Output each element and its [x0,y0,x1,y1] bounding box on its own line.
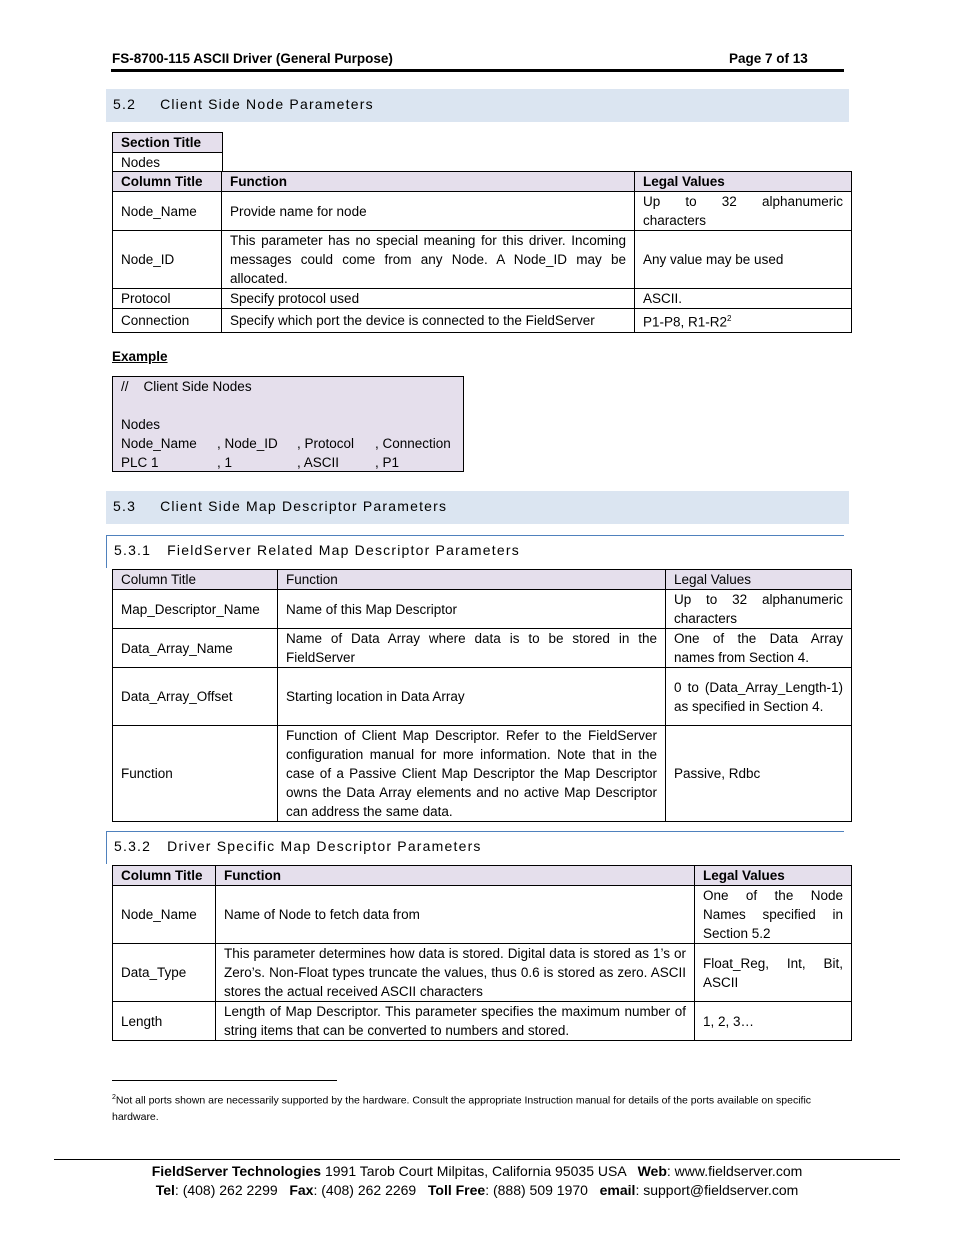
param-function: This parameter has no special meaning for this driver. Incoming messages could come from any Node. A Node_ID may be allocated. [222,231,635,289]
footnote-marker: 2 [112,1094,116,1101]
legal-value-text: P1-P8, R1-R2 [643,314,728,330]
param-name: Data_Type [113,944,216,1002]
section-title-label: Section Title [113,133,223,153]
footnote-rule [112,1080,337,1081]
footer-fax-label: Fax [289,1182,314,1198]
param-name: Node_Name [113,192,222,231]
param-function: This parameter determines how data is stored. Digital data is stored as 1’s or Zero’s. Non-Float types truncate the values, thus 0.6 is stored as zero. ASCII stores the actual received ASCII characters [216,944,695,1002]
subsection-number: 5.3.2 [114,838,152,854]
page-number: Page 7 of 13 [729,51,808,66]
param-function: Length of Map Descriptor. This parameter specifies the maximum number of string items that can be converted to numbers and stored. [216,1002,695,1041]
param-function: Specify protocol used [222,289,635,309]
example-value-cell: , ASCII [297,455,340,470]
param-legal-values: ASCII. [635,289,852,309]
param-name: Length [113,1002,216,1041]
column-header-legal: Legal Values [695,866,852,886]
param-legal-values [635,309,852,333]
example-comment: // Client Side Nodes [121,379,252,394]
subsection-title: FieldServer Related Map Descriptor Parameters [167,542,520,558]
footer-email-label: email [599,1182,636,1198]
driver-map-descriptor-table [112,865,852,1041]
footnote [112,1090,842,1125]
param-function: Specify which port the device is connected to the FieldServer [222,309,635,333]
footnote-text: Not all ports shown are necessarily supported by the hardware. Consult the appropriate Instruction manual for details of the ports available on specific hardware. [112,1094,812,1123]
section-title: Client Side Node Parameters [160,96,374,112]
section-heading-5-3 [106,491,849,524]
footer-tollfree-label: Toll Free [427,1182,486,1198]
param-name: Node_Name [113,886,216,944]
footer-tollfree: : (888) 509 1970 [485,1182,600,1198]
example-header-cell: , Connection [375,436,451,451]
section-number: 5.2 [113,96,137,112]
column-header-legal: Legal Values [666,570,852,590]
param-legal-values: Float_Reg, Int, Bit, ASCII [695,944,852,1002]
example-code-box [112,376,464,472]
footer-email[interactable]: : support@fieldserver.com [635,1182,799,1198]
footer-address: 1991 Tarob Court Milpitas, California 95035 USA [321,1163,638,1179]
section-heading-5-2 [106,89,849,122]
param-legal-values: Up to 32 alphanumeric characters [666,590,852,629]
table-row [113,309,852,333]
header-rule [111,69,844,72]
footnote-ref[interactable]: 2 [727,314,732,323]
fieldserver-map-descriptor-table [112,569,852,822]
param-name: Connection [113,309,222,333]
example-label: Example [112,349,168,364]
example-value-cell: , P1 [375,455,400,470]
table-row [113,726,852,822]
param-name: Data_Array_Offset [113,668,278,726]
param-name: Map_Descriptor_Name [113,590,278,629]
param-function: Name of Data Array where data is to be stored in the FieldServer [278,629,666,668]
example-section: Nodes [121,417,161,432]
param-legal-values: One of the Node Names specified in Section 5.2 [695,886,852,944]
document-title: FS-8700-115 ASCII Driver (General Purpose) [112,51,393,66]
param-function: Function of Client Map Descriptor. Refer to the FieldServer configuration manual for more information. Note that in the case of a Passive Client Map Descriptor the Map Descriptor owns the Data Array elements and no active Map Descriptor can address the same data. [278,726,666,822]
table-row [113,629,852,668]
param-function: Name of this Map Descriptor [278,590,666,629]
example-header-cell: Node_Name [121,436,197,451]
footer-web-label: Web [637,1163,667,1179]
param-legal-values: Up to 32 alphanumeric characters [635,192,852,231]
footer-web[interactable]: : www.fieldserver.com [666,1163,803,1179]
table-row [113,1002,852,1041]
param-name: Node_ID [113,231,222,289]
param-legal-values: Passive, Rdbc [666,726,852,822]
param-function: Starting location in Data Array [278,668,666,726]
column-header-legal: Legal Values [635,172,852,192]
column-header-title: Column Title [113,570,278,590]
param-legal-values: 1, 2, 3… [695,1002,852,1041]
param-legal-values: 0 to (Data_Array_Length-1) as specified in Section 4. [666,668,852,726]
column-header-title: Column Title [113,866,216,886]
column-header-title: Column Title [113,172,222,192]
section-title-table [112,132,223,173]
footer-fax: : (408) 262 2269 [313,1182,428,1198]
node-parameters-table [112,171,852,333]
section-title: Client Side Map Descriptor Parameters [160,498,448,514]
column-header-function: Function [216,866,695,886]
subsection-title: Driver Specific Map Descriptor Parameters [167,838,482,854]
param-function: Provide name for node [222,192,635,231]
param-legal-values: Any value may be used [635,231,852,289]
footer-rule [54,1159,900,1160]
table-row [113,668,852,726]
param-legal-values: One of the Data Array names from Section 4. [666,629,852,668]
example-header-cell: , Protocol [297,436,355,451]
example-header-cell: , Node_ID [217,436,278,451]
table-row [113,192,852,231]
column-header-function: Function [222,172,635,192]
table-row [113,886,852,944]
table-row [113,944,852,1002]
param-function: Name of Node to fetch data from [216,886,695,944]
footer-company: FieldServer Technologies [151,1163,322,1179]
param-name: Data_Array_Name [113,629,278,668]
subsection-heading-5-3-1 [106,535,844,568]
table-row [113,231,852,289]
param-name: Protocol [113,289,222,309]
subsection-number: 5.3.1 [114,542,152,558]
footer-address-line [0,1163,954,1179]
section-title-value: Nodes [113,153,223,173]
table-row [113,289,852,309]
footer-tel: : (408) 262 2299 [174,1182,290,1198]
table-row [113,590,852,629]
example-value-cell: PLC 1 [121,455,159,470]
example-value-cell: , 1 [217,455,233,470]
subsection-heading-5-3-2 [106,831,844,864]
footer-tel-label: Tel [155,1182,175,1198]
param-name: Function [113,726,278,822]
section-number: 5.3 [113,498,137,514]
column-header-function: Function [278,570,666,590]
footer-contact-line [0,1182,954,1198]
